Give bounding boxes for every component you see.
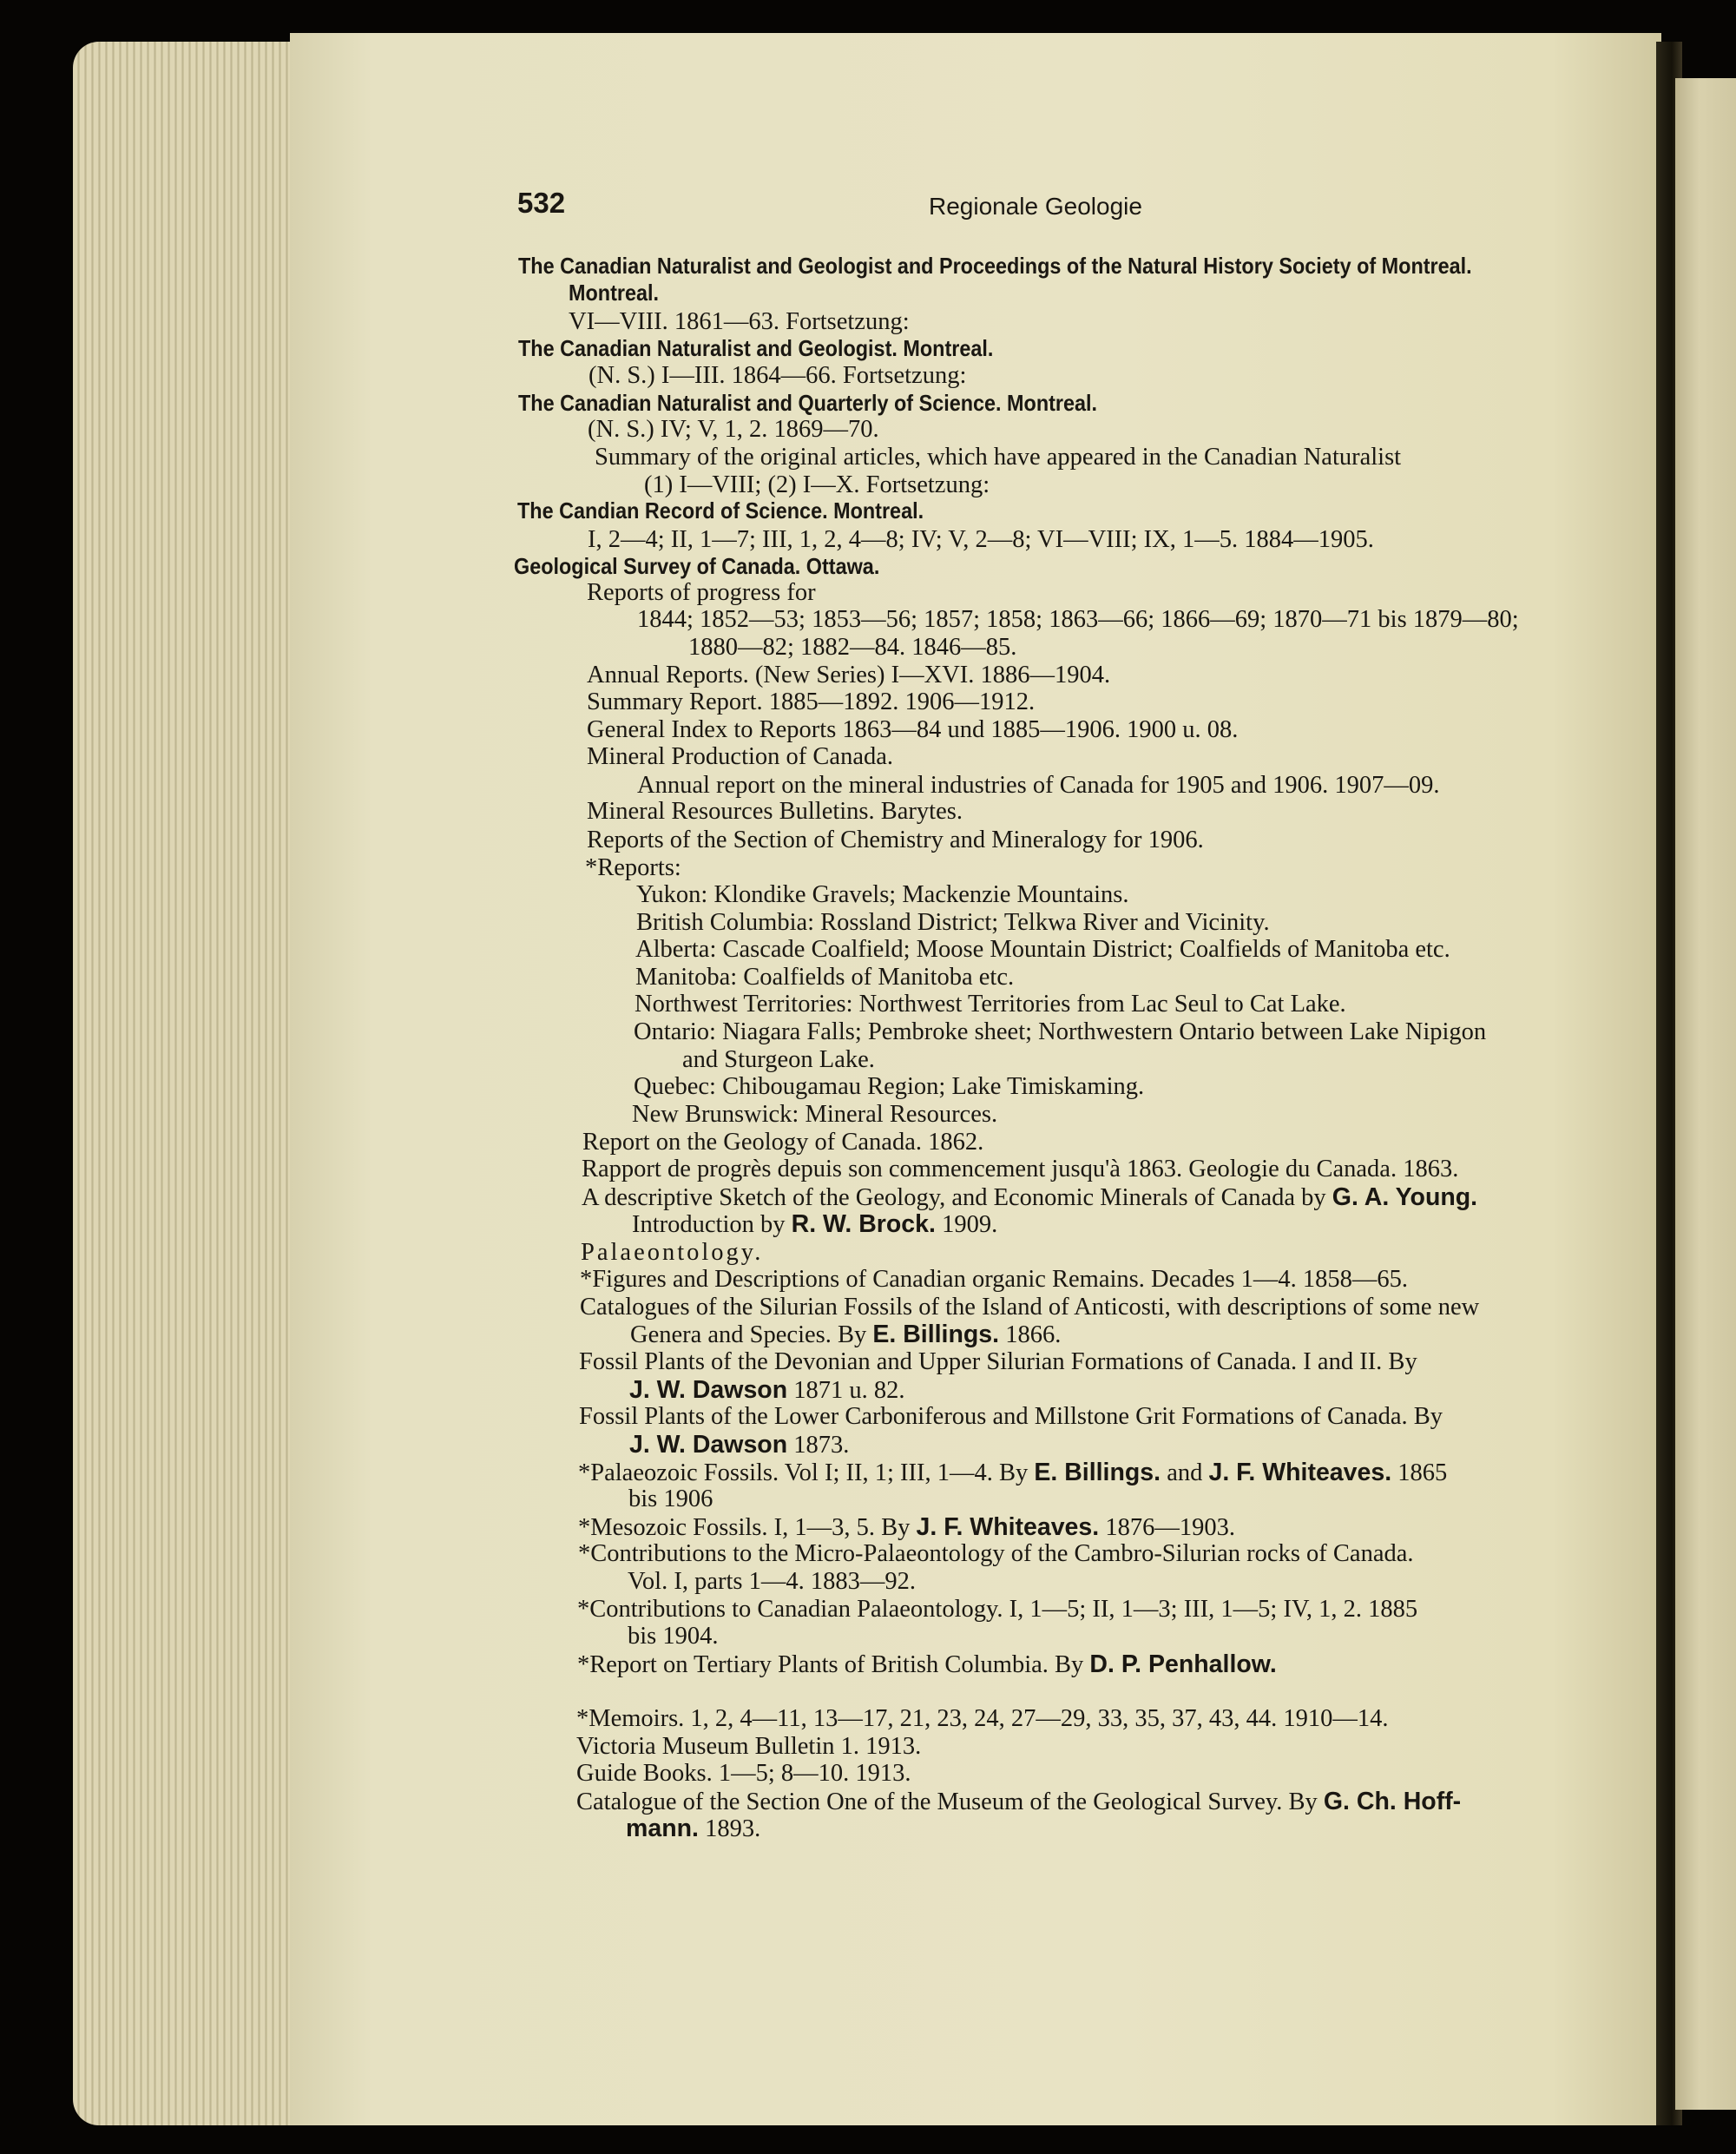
entry-line: *Palaeozoic Fossils. Vol I; II, 1; III, 1—4. By E. Billings. and J. F. Whiteaves. 1865 — [578, 1459, 1448, 1486]
entry-line: *Figures and Descriptions of Canadian organic Remains. Decades 1—4. 1858—65. — [580, 1266, 1409, 1293]
entry-line: I, 2—4; II, 1—7; III, 1, 2, 4—8; IV; V, 2—8; VI—VIII; IX, 1—5. 1884—1905. — [588, 526, 1374, 553]
entry-line: *Memoirs. 1, 2, 4—11, 13—17, 21, 23, 24, 27—29, 33, 35, 37, 43, 44. 1910—14. — [576, 1705, 1389, 1732]
entry-line: Report on the Geology of Canada. 1862. — [582, 1129, 984, 1156]
entry-line: Reports of the Section of Chemistry and Mineralogy for 1906. — [587, 827, 1204, 853]
entry-line: Introduction by R. W. Brock. 1909. — [632, 1210, 998, 1238]
entry-line: *Contributions to the Micro-Palaeontology of the Cambro-Silurian rocks of Canada. — [578, 1540, 1414, 1567]
entry-line: *Contributions to Canadian Palaeontology. I, 1—5; II, 1—3; III, 1—5; IV, 1, 2. 1885 — [577, 1596, 1418, 1623]
page-number: 532 — [517, 187, 566, 219]
entry-line: Mineral Production of Canada. — [587, 743, 893, 770]
entry-line: Fossil Plants of the Lower Carboniferous and Millstone Grit Formations of Canada. By — [579, 1403, 1443, 1430]
entry-line: A descriptive Sketch of the Geology, and Economic Minerals of Canada by G. A. Young. — [582, 1183, 1478, 1211]
entry-line: Northwest Territories: Northwest Territories from Lac Seul to Cat Lake. — [635, 991, 1346, 1018]
entry-line: VI—VIII. 1861—63. Fortsetzung: — [569, 308, 910, 335]
entry-line: Yukon: Klondike Gravels; Mackenzie Mountains. — [636, 881, 1129, 908]
entry-line: Summary of the original articles, which have appeared in the Canadian Naturalist — [595, 444, 1402, 471]
entry-line: mann. 1893. — [626, 1815, 761, 1842]
entry-line: British Columbia: Rossland District; Telkwa River and Vicinity. — [636, 909, 1270, 936]
entry-line: J. W. Dawson 1871 u. 82. — [629, 1376, 905, 1404]
entry-line: (N. S.) IV; V, 1, 2. 1869—70. — [588, 416, 879, 443]
entry-title: The Candian Record of Science. Montreal. — [517, 497, 924, 524]
entry-line: Quebec: Chibougamau Region; Lake Timiskaming. — [634, 1073, 1145, 1100]
entry-line: Catalogues of the Silurian Fossils of the Island of Anticosti, with descriptions of some new — [580, 1294, 1480, 1321]
entry-line: Reports of progress for — [587, 579, 816, 606]
entry-line: Summary Report. 1885—1892. 1906—1912. — [587, 688, 1036, 715]
entry-line: Genera and Species. By E. Billings. 1866. — [630, 1321, 1062, 1348]
entry-line: 1880—82; 1882—84. 1846—85. — [688, 634, 1017, 661]
entry-title: The Canadian Naturalist and Geologist. Montreal. — [518, 335, 994, 361]
entry-line: Victoria Museum Bulletin 1. 1913. — [576, 1733, 922, 1760]
entry-line: Annual Reports. (New Series) I—XVI. 1886—1904. — [587, 662, 1111, 688]
running-title: Regionale Geologie — [929, 193, 1142, 220]
entry-title-cont: Montreal. — [569, 280, 660, 306]
entry-line: Alberta: Cascade Coalfield; Moose Mountain District; Coalfields of Manitoba etc. — [635, 936, 1450, 963]
entry-line: Mineral Resources Bulletins. Barytes. — [587, 798, 963, 825]
entry-line: *Report on Tertiary Plants of British Columbia. By D. P. Penhallow. — [577, 1650, 1277, 1678]
entry-line: Fossil Plants of the Devonian and Upper Silurian Formations of Canada. I and II. By — [579, 1348, 1417, 1375]
entry-line: Manitoba: Coalfields of Manitoba etc. — [635, 964, 1015, 991]
entry-line: Vol. I, parts 1—4. 1883—92. — [628, 1568, 916, 1595]
entry-line: *Reports: — [585, 854, 681, 881]
entry-line: Catalogue of the Section One of the Museum of the Geological Survey. By G. Ch. Hoff- — [576, 1788, 1462, 1815]
entry-line: (N. S.) I—III. 1864—66. Fortsetzung: — [589, 362, 967, 389]
entry-line: Annual report on the mineral industries of Canada for 1905 and 1906. 1907—09. — [637, 772, 1440, 799]
entry-line: *Mesozoic Fossils. I, 1—3, 5. By J. F. Whiteaves. 1876—1903. — [578, 1513, 1235, 1541]
entry-title: Geological Survey of Canada. Ottawa. — [514, 553, 880, 579]
entry-line: (1) I—VIII; (2) I—X. Fortsetzung: — [644, 471, 990, 498]
entry-line: and Sturgeon Lake. — [682, 1046, 875, 1073]
entry-line: 1844; 1852—53; 1853—56; 1857; 1858; 1863—66; 1866—69; 1870—71 bis 1879—80; — [637, 606, 1519, 633]
entry-line: bis 1906 — [628, 1485, 713, 1512]
entry-line: Ontario: Niagara Falls; Pembroke sheet; Northwestern Ontario between Lake Nipigon — [634, 1018, 1487, 1045]
entry-line: Guide Books. 1—5; 8—10. 1913. — [576, 1760, 911, 1787]
entry-line: Rapport de progrès depuis son commencement jusqu'à 1863. Geologie du Canada. 1863. — [582, 1156, 1459, 1182]
entry-line: J. W. Dawson 1873. — [629, 1431, 850, 1459]
entry-title: The Canadian Naturalist and Geologist and Proceedings of the Natural History Society of Montreal. — [518, 253, 1472, 279]
entry-line: General Index to Reports 1863—84 und 1885—1906. 1900 u. 08. — [587, 716, 1239, 743]
section-heading: Palaeontology. — [581, 1239, 764, 1266]
entry-line: New Brunswick: Mineral Resources. — [632, 1101, 998, 1128]
entry-title: The Canadian Naturalist and Quarterly of Science. Montreal. — [518, 390, 1098, 416]
entry-line: bis 1904. — [628, 1623, 719, 1650]
